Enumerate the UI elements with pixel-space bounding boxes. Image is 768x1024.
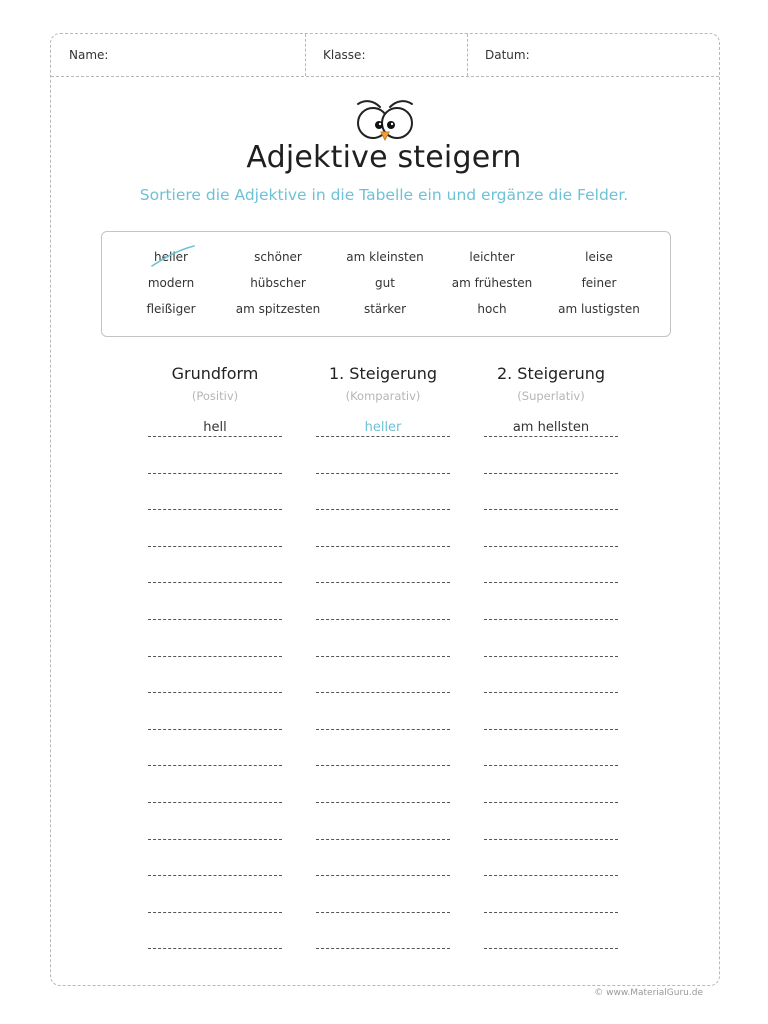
word-bank-item: leise (585, 250, 613, 264)
answer-line[interactable] (148, 656, 282, 657)
page-title: Adjektive steigern (246, 140, 522, 175)
answer-line[interactable] (484, 729, 618, 730)
answer-line[interactable] (316, 473, 450, 474)
example-answer: hell (203, 420, 227, 435)
column-title: Grundform (171, 364, 259, 383)
answer-line[interactable] (148, 912, 282, 913)
answer-line[interactable] (484, 692, 618, 693)
word-bank-item: feiner (581, 276, 617, 290)
strike-through-mark (150, 244, 196, 270)
name-label: Name: (69, 48, 109, 62)
column-title: 2. Steigerung (496, 364, 606, 383)
copyright-footer: © www.MaterialGuru.de (594, 988, 703, 998)
answer-line[interactable] (484, 912, 618, 913)
answer-line[interactable] (316, 729, 450, 730)
word-bank-item: hübscher (250, 276, 306, 290)
datum-label: Datum: (485, 48, 530, 62)
header-divider (305, 34, 306, 76)
answer-line[interactable] (484, 802, 618, 803)
word-bank-item: stärker (363, 302, 407, 316)
answer-line[interactable] (148, 729, 282, 730)
answer-line[interactable] (484, 656, 618, 657)
answer-line[interactable] (148, 948, 282, 949)
answer-line[interactable] (316, 582, 450, 583)
answer-line[interactable] (484, 619, 618, 620)
answer-line[interactable] (484, 765, 618, 766)
answer-line[interactable] (148, 765, 282, 766)
answer-line[interactable] (316, 765, 450, 766)
answer-line[interactable] (484, 509, 618, 510)
column-subtitle: (Positiv) (191, 389, 239, 403)
answer-line[interactable] (316, 912, 450, 913)
answer-line[interactable] (316, 509, 450, 510)
word-bank-item: am kleinsten (346, 250, 424, 264)
word-bank-item: am lustigsten (558, 302, 640, 316)
example-answer-line[interactable] (484, 436, 618, 437)
example-answer-line[interactable] (316, 436, 450, 437)
answer-line[interactable] (484, 839, 618, 840)
answer-line[interactable] (316, 839, 450, 840)
answer-line[interactable] (148, 802, 282, 803)
answer-line[interactable] (148, 619, 282, 620)
word-bank-item: heller (154, 250, 188, 264)
example-answer: heller (364, 420, 402, 435)
word-bank-item: hoch (477, 302, 507, 316)
answer-line[interactable] (148, 509, 282, 510)
answer-line[interactable] (316, 875, 450, 876)
word-bank-item: fleißiger (146, 302, 196, 316)
answer-line[interactable] (316, 656, 450, 657)
word-bank-item: leichter (469, 250, 515, 264)
answer-line[interactable] (484, 875, 618, 876)
example-answer-line[interactable] (148, 436, 282, 437)
answer-line[interactable] (316, 692, 450, 693)
answer-line[interactable] (484, 546, 618, 547)
word-bank-item: am spitzesten (235, 302, 321, 316)
owl-icon (354, 98, 416, 144)
answer-line[interactable] (316, 546, 450, 547)
answer-line[interactable] (148, 875, 282, 876)
answer-line[interactable] (148, 582, 282, 583)
answer-line[interactable] (484, 473, 618, 474)
header-row (51, 34, 719, 77)
word-bank-item: schöner (254, 250, 302, 264)
answer-line[interactable] (316, 619, 450, 620)
answer-line[interactable] (148, 473, 282, 474)
word-bank-item: gut (375, 276, 395, 290)
klasse-label: Klasse: (323, 48, 366, 62)
answer-line[interactable] (148, 546, 282, 547)
column-subtitle: (Superlativ) (517, 389, 585, 403)
answer-line[interactable] (316, 948, 450, 949)
answer-line[interactable] (484, 948, 618, 949)
column-title: 1. Steigerung (328, 364, 438, 383)
column-subtitle: (Komparativ) (345, 389, 421, 403)
answer-line[interactable] (316, 802, 450, 803)
answer-line[interactable] (148, 839, 282, 840)
word-bank-item: modern (147, 276, 195, 290)
word-bank-item: am frühesten (451, 276, 533, 290)
answer-line[interactable] (148, 692, 282, 693)
example-answer: am hellsten (512, 420, 590, 435)
instruction-text: Sortiere die Adjektive in die Tabelle ein und ergänze die Felder. (139, 186, 629, 204)
answer-line[interactable] (484, 582, 618, 583)
header-divider (467, 34, 468, 76)
